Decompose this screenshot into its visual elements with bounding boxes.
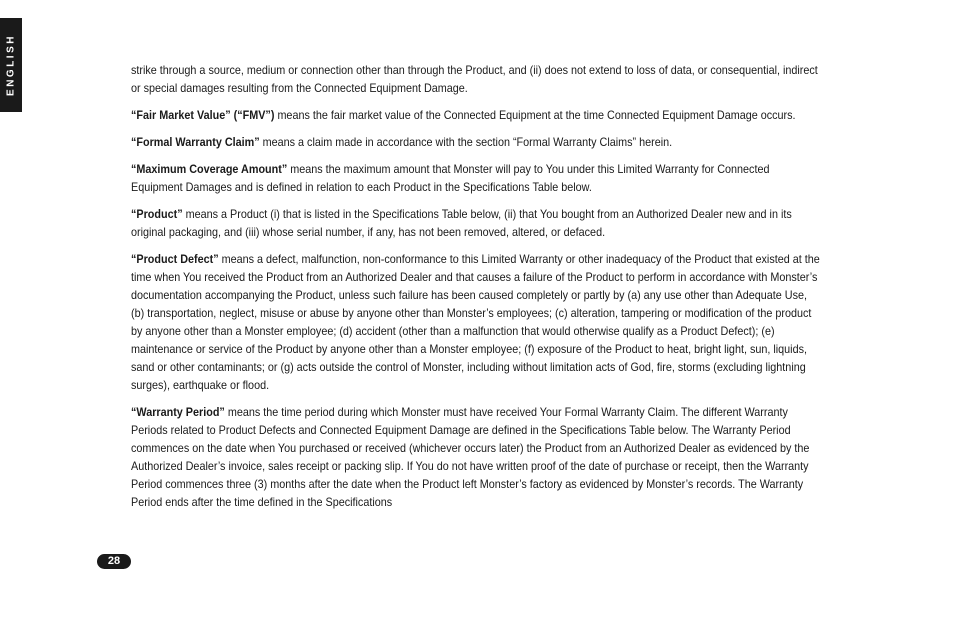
paragraph-text: strike through a source, medium or connection other than through the Product, and (ii) does not extend to loss of data, or consequential, indirect or special damages resulting from the Connected Equipment Damage. — [131, 63, 818, 95]
definition-term: “Formal Warranty Claim” — [131, 135, 260, 149]
page-number-badge — [97, 554, 131, 569]
document-body — [131, 61, 823, 520]
definition-maximum-coverage-amount — [131, 160, 823, 196]
page-number: 28 — [107, 555, 121, 567]
definition-term: “Fair Market Value” (“FMV”) — [131, 108, 275, 122]
definition-term: “Product Defect” — [131, 252, 219, 266]
language-tab — [0, 18, 22, 112]
definition-term: “Product” — [131, 207, 183, 221]
definition-formal-warranty-claim — [131, 133, 823, 151]
definition-warranty-period — [131, 403, 823, 511]
definition-term: “Warranty Period” — [131, 405, 225, 419]
definition-text: means a defect, malfunction, non-conformance to this Limited Warranty or other inadequacy of the Product that existed at the time when You received the Product from an Authorized Dealer and that causes a failure of the Product to perform in accordance with Monster’s documentation accompanying the Product, unless such failure has been caused completely or partly by (a) any use other than Adequate Use, (b) transportation, neglect, misuse or abuse by anyone other than Monster’s employees; (c) alteration, tampering or modification of the product by anyone other than a Monster employee; (d) accident (other than a malfunction that would otherwise qualify as a Product Defect); (e) maintenance or service of the Product by anyone other than a Monster employee; (f) exposure of the Product to heat, bright light, sun, liquids, sand or other contaminants; or (g) acts outside the control of Monster, including without limitation acts of God, fire, storms (excluding lightning surges), earthquake or flood. — [131, 252, 820, 392]
definition-text: means the fair market value of the Connected Equipment at the time Connected Equipment Damage occurs. — [274, 108, 796, 122]
definition-text: means a claim made in accordance with the section “Formal Warranty Claims” herein. — [259, 135, 673, 149]
definition-text: means the maximum amount that Monster will pay to You under this Limited Warranty for Connected Equipment Damages and is defined in relation to each Product in the Specifications Table below. — [131, 162, 770, 194]
language-label: ENGLISH — [5, 34, 17, 96]
definition-term: “Maximum Coverage Amount” — [131, 162, 288, 176]
definition-text: means a Product (i) that is listed in the Specifications Table below, (ii) that You bought from an Authorized Dealer new and in its original packaging, and (iii) whose serial number, if any, has not been removed, altered, or defaced. — [131, 207, 792, 239]
definition-fmv — [131, 106, 823, 124]
definition-product — [131, 205, 823, 241]
definition-text: means the time period during which Monster must have received Your Formal Warranty Claim. The different Warranty Periods related to Product Defects and Connected Equipment Damage are defined in the Specifications Table below. The Warranty Period commences on the date when You purchased or received (whichever occurs later) the Product from an Authorized Dealer as evidenced by the Authorized Dealer’s invoice, sales receipt or packing slip. If You do not have written proof of the date of purchase or receipt, then the Warranty Period commences three (3) months after the date when the Product left Monster’s factory as evidenced by Monster’s records. The Warranty Period ends after the time defined in the Specifications — [131, 405, 810, 509]
paragraph-continuation — [131, 61, 823, 97]
definition-product-defect — [131, 250, 823, 394]
